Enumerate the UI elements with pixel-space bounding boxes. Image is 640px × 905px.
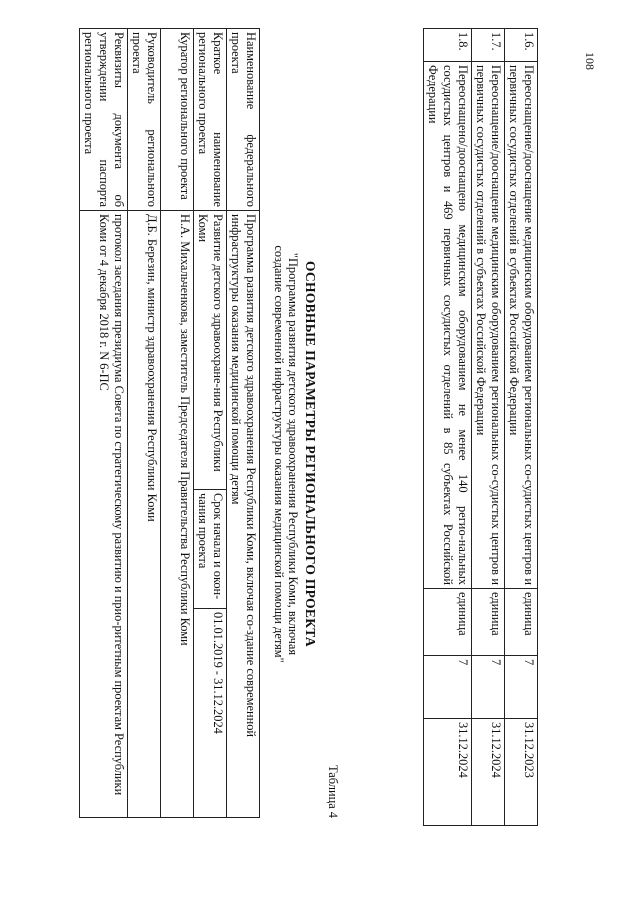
param-row-federal-name <box>227 29 260 818</box>
param-label: Краткое наименование регионального проекта <box>194 29 227 211</box>
table-label: Таблица 4 <box>326 765 340 818</box>
page-number: 108 <box>583 52 597 70</box>
deadline-value: 01.01.2019 - 31.12.2024 <box>194 609 226 818</box>
section-subtitle: "Программа развития детского здравоохранения Республики Коми, включая создание современной инфраструктуры оказания медицинской помощи детям" <box>272 245 300 663</box>
param-label: Наименование федерального проекта <box>227 29 260 211</box>
param-label: Руководитель регионального проекта <box>128 29 161 211</box>
row-number: 1.7. <box>472 29 505 62</box>
param-value: Программа развития детского здравоохранения Республики Коми, включая со-здание современной инфраструктуры оказания медицинской помощи детям <box>227 211 260 818</box>
param-value-group <box>194 211 227 818</box>
row-unit: единица <box>472 589 505 656</box>
table-row <box>472 29 505 826</box>
row-name: Переоснащено/дооснащено медицинским оборудованием не менее 140 регио-нальных сосудистых центров и 469 первичных сосудистых отделений в 85 субъектах Российской Федерации <box>424 62 472 589</box>
short-name-value: Развитие детского здравоохране-ния Республики Коми <box>196 214 225 472</box>
rotated-page-content <box>20 14 600 894</box>
row-number: 1.6. <box>505 29 538 62</box>
param-row-curator <box>161 29 194 818</box>
project-parameters-table <box>79 28 260 818</box>
row-name: Переоснащение/дооснащение медицинским оборудованием региональных со-судистых центров и первичных сосудистых отделений в субъектах Российской Федерации <box>472 62 505 589</box>
indicators-table-continued <box>423 28 538 826</box>
row-name: Переоснащение/дооснащение медицинским оборудованием региональных со-судистых центров и первичных сосудистых отделений в субъектах Российской Федерации <box>505 62 538 589</box>
row-date: 31.12.2024 <box>424 719 472 826</box>
row-value: 7 <box>472 656 505 719</box>
row-unit: единица <box>505 589 538 656</box>
param-row-short-name <box>194 29 227 818</box>
param-value: протокол заседания президиума Совета по стратегическому развитию и прио-ритетным проектам Республики Коми от 4 декабря 2018 г. N 6-ПС <box>80 211 128 818</box>
param-label: Куратор регионального проекта <box>161 29 194 211</box>
row-date: 31.12.2024 <box>472 719 505 826</box>
param-row-leader <box>128 29 161 818</box>
row-date: 31.12.2023 <box>505 719 538 826</box>
table-row <box>424 29 472 826</box>
row-number: 1.8. <box>424 29 472 62</box>
param-label: Реквизиты документа об утверждении паспорта регионального проекта <box>80 29 128 211</box>
param-row-approval <box>80 29 128 818</box>
row-value: 7 <box>505 656 538 719</box>
table-row <box>505 29 538 826</box>
section-title: ОСНОВНЫЕ ПАРАМЕТРЫ РЕГИОНАЛЬНОГО ПРОЕКТА <box>303 261 318 647</box>
row-unit: единица <box>424 589 472 656</box>
row-value: 7 <box>424 656 472 719</box>
param-value: Д.Б. Березин, министр здравоохранения Республики Коми <box>128 211 161 818</box>
deadline-label: Срок начала и окон-чания проекта <box>194 490 226 609</box>
short-name-subtable <box>194 211 226 817</box>
param-value: Н.А. Михальченкова, заместитель Председателя Правительства Республики Коми <box>161 211 194 818</box>
